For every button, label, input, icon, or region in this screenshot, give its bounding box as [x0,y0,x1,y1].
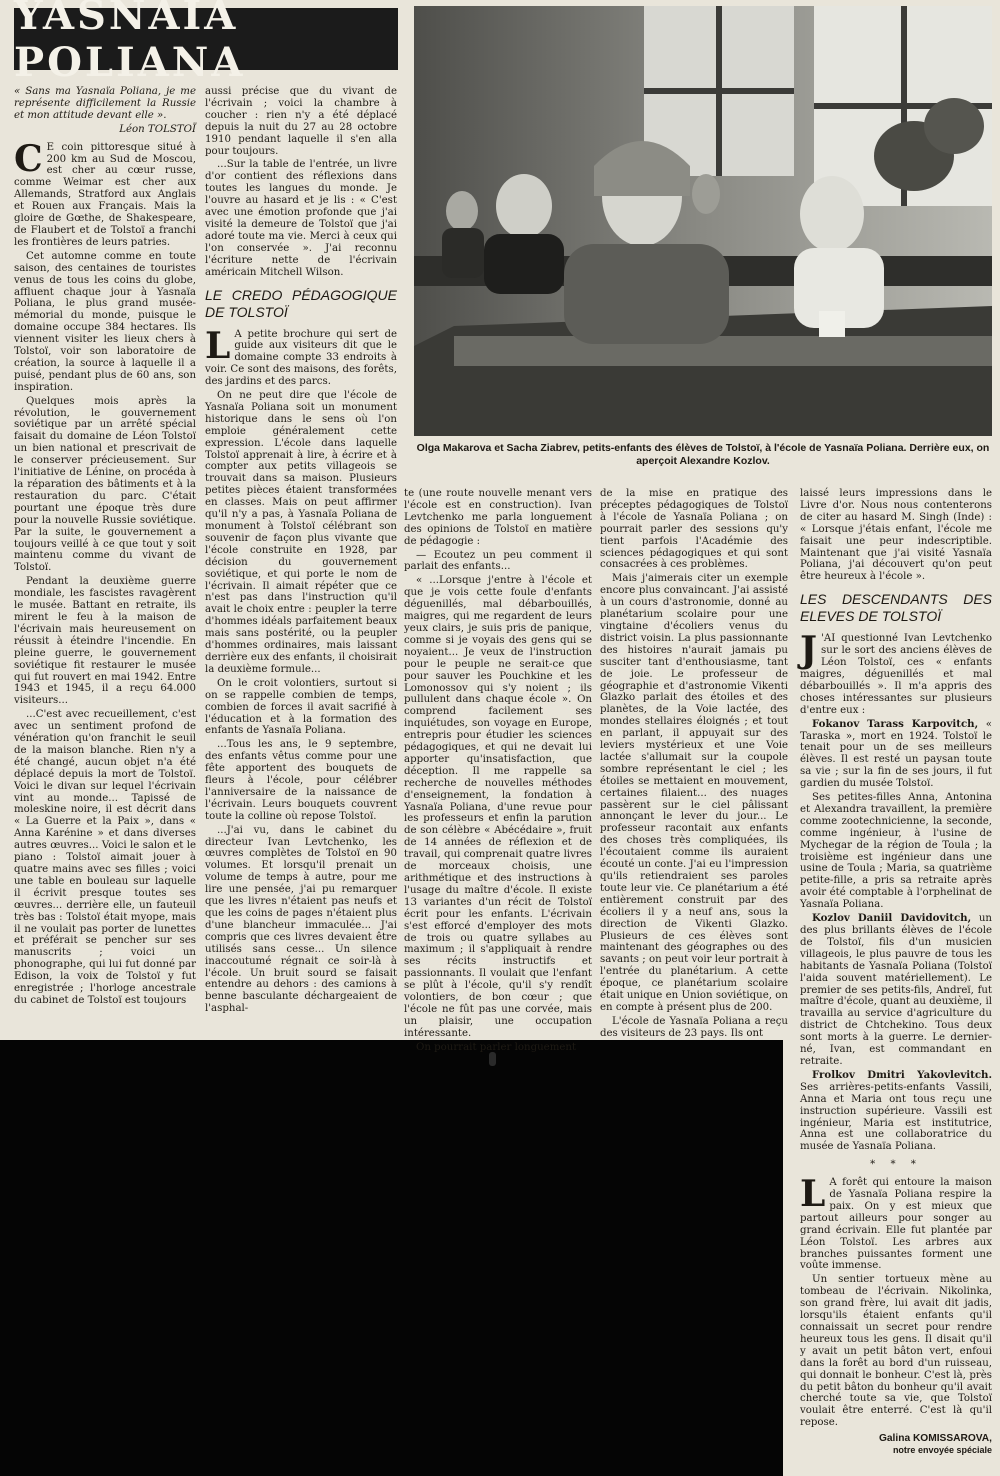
paragraph: — Ecoutez un peu comment il parlait des enfants... [404,549,592,573]
drop-cap: L [205,324,231,367]
epigraph-author: Léon TOLSTOÏ [119,123,196,135]
paragraph: 'AI questionné Ivan Levtchenko sur le sort des anciens élèves de Léon Tolstoï, ces « enfants maigres, déguenillés et mal débarbouillés ». Il m'a appris des choses intéressantes sur plusieurs d'entre eux : [800,633,992,716]
column-3 [404,488,592,1056]
paragraph: L'école de Yasnaïa Poliana a reçu des visiteurs de 23 pays. Ils ont [600,1015,788,1039]
paragraph: ...J'ai vu, dans le cabinet du directeur Ivan Levtchenko, les œuvres complètes de Tolstoï en 90 volumes. Et lorsqu'il prenait un volume de temps à autre, pour me lire une pensée, j'ai pu remarquer que les livres n'étaient pas neufs et que les coins de pages n'étaient plus d'une blancheur immaculée... J'ai compris que ces livres devaient être utilisés sans cesse... Un silence inaccoutumé régnait ce soir-là à l'école. Un bruit sourd se faisait entendre au dehors : des camions à benne basculante déchargeaient de l'asphal- [205,824,397,1015]
photo-caption: Olga Makarova et Sacha Ziabrev, petits-enfants des élèves de Tolstoï, à l'école de Yasnaïa Poliana. Derrière eux, on aperçoit Alexandre Kozlov. [416,442,990,467]
drop-cap: C [14,137,43,180]
paragraph: Ses petites-filles Anna, Antonina et Alexandra travaillent, la première comme zootechnicienne, la seconde, comme ingénieur, à l'usine de Mychegar de la région de Toula ; la troisième est ingénieur dans une usine de Toula ; Maria, sa quatrième petite-fille, a pris sa retraite après avoir été comptable à l'orphelinat de Yasnaïa Poliana. [800,792,992,911]
author-role: notre envoyée spéciale [892,1445,992,1456]
section-separator: * * * [870,1159,922,1171]
author-name: Galina KOMISSAROVA, [878,1433,992,1445]
paragraph: te (une route nouvelle menant vers l'école est en construction). Ivan Levtchenko me parla longuement des opinions de Tolstoï en matière de pédagogie : [404,488,592,547]
paragraph: de la mise en pratique des préceptes pédagogiques de Tolstoï à l'école de Yasnaïa Poliana ; on pourrait parler des sessions qu'y tient parfois l'Académie des sciences pédagogiques et qui sont consacrées à ces problèmes. [600,488,788,571]
paragraph: On le croit volontiers, surtout si on se rappelle combien de temps, combien de forces il avait sacrifié à l'éducation et à la formation des enfants de Yasnaïa Poliana. [205,677,397,737]
paragraph: On pourrait parler longuement [416,1041,577,1053]
drop-cap: L [800,1173,826,1216]
classroom-photo [414,6,992,436]
person-name: Frolkov Dmitri Yakovlevitch. [812,1068,992,1081]
paragraph: laissé leurs impressions dans le Livre d'or. Nous nous contenterons de citer au hasard M. Singh (Inde) : « Lorsque j'étais enfant, l'école me faisait une peur indescriptible. Maintenant que j'ai visité Yasnaïa Poliana, j'ai découvert qu'on peut être heureux à l'école ». [800,488,992,583]
paragraph: Mais j'aimerais citer un exemple encore plus convaincant. J'ai assisté à un cours d'astronomie, donné au planétarium scolaire pour une vingtaine d'écoliers venus du district voisin. La plus passionnante des histoires n'aurait jamais pu susciter tant d'enthousiasme, tant de joie. Le professeur de géographie et d'astronomie Vikenti Glazko parlait des étoiles et des planètes, de la Voie lactée, des mondes stellaires éloignés ; et tout en parlant, il appuyait sur des leviers mystérieux et une Voie lactée s'allumait sur la coupole sombre représentant le ciel ; les étoiles se mettaient en mouvement, certaines filaient... des nuages passèrent sur le ciel pâlissant annonçant le lever du jour... Le professeur racontait aux enfants des choses très compliquées, ils l'écoutaient comme ils auraient écouté un conte. J'ai eu l'impression qu'ils retiendraient ses paroles toute leur vie. Ce planétarium a été entièrement construit par des écoliers il y a neuf ans, sous la direction de Vikenti Glazko. Plusieurs de ces élèves sont maintenant des géographes ou des savants ; on peut voir leur portrait à l'entrée du planétarium. A cette époque, ce planétarium scolaire était unique en Union soviétique, on en compte à présent plus de 200. [600,573,788,1013]
section-heading: LES DESCENDANTS DES ELEVES DE TOLSTOÏ [800,591,992,625]
article-title: YASNAIA POLIANA [14,8,398,70]
paragraph: ...C'est avec recueillement, c'est avec un sentiment profond de vénération qu'on franchit le seuil de la maison blanche. Rien n'y a été changé, aucun objet n'a été déplacé depuis la mort de Tolstoï. Voici le divan sur lequel l'écrivain vint au monde... Tapissé de moleskine noire, il est décrit dans « La Guerre et la Paix », dans « Anna Karénine » et dans diverses autres œuvres... Voici le salon et le piano : Tolstoï aimait jouer à quatre mains avec ses filles ; voici une table en bouleau sur laquelle il écrivit presque toutes ses œuvres... derrière elle, un fauteuil très bas : Tolstoï était myope, mais il ne voulait pas porter de lunettes et préférait se pencher sur ses manuscrits ; voici un phonographe, qui lui fut donné par Edison, la voix de Tolstoï y fut enregistrée ; l'horloge ancestrale du cabinet de Tolstoï est toujours [14,709,196,1006]
paragraph: On ne peut dire que l'école de Yasnaïa Poliana soit un monument historique dans le sens où l'on emploie généralement cette expression. L'école dans laquelle Tolstoï apprenait à lire, à écrire et à compter aux petits villageois se trouvait dans sa maison. Plusieurs petites pièces étaient transformées en classes. Mais on peut affirmer qu'il n'y a pas, à Yasnaïa Poliana de monument à Tolstoï célébrant son souvenir de façon plus vivante que l'école construite en 1928, par décision du gouvernement soviétique, et qui porte le nom de l'écrivain. Il aimait répéter que ce n'est pas dans l'instruction qu'il avait le choix entre : peupler la terre d'hommes idéals parfaitement beaux mais sans postérité, ou la peupler d'hommes ordinaires, mais laissant derrière eux des enfants, il choisirait la deuxième formule... [205,390,397,675]
scan-background [0,1040,783,1476]
person-name: Kozlov Daniil Davidovitch, [812,912,972,925]
drop-cap: J [800,629,818,672]
paragraph: E coin pittoresque situé à 200 km au Sud de Moscou, est cher au cœur russe, comme Weimar est cher aux Allemands, Stratford aux Anglais et Rouen aux Français. Mais la gloire de Gœthe, de Shakespeare, de Flaubert et de Tolstoï a franchi les frontières de leurs patries. [14,141,196,248]
column-2 [205,86,397,1017]
paragraph: Quelques mois après la révolution, le gouvernement soviétique par un arrêté spécial faisait du domaine de Léon Tolstoï un bien national et prescrivait de le conserver précieusement. Sur l'initiative de Lénine, on procéda à la réparation des bâtiments et à la restauration du parc. C'était pourtant une époque très dure pour la nouvelle Russie soviétique. Par la suite, le gouvernement a toujours veillé à ce que tout y soit maintenu comme du vivant de Tolstoï. [14,395,196,574]
paragraph: Pendant la deuxième guerre mondiale, les fascistes ravagèrent le musée. Battant en retraite, ils mirent le feu à la maison de l'écrivain mais heureusement on réussit à éteindre l'incendie. En pleine guerre, le gouvernement soviétique fit restaurer le musée qui fut rouvert en mai 1942. Entre 1943 et 1945, il a reçu 64.000 visiteurs... [14,576,196,707]
paragraph: Un sentier tortueux mène au tombeau de l'écrivain. Nikolinka, son grand frère, lui avait dit jadis, lorsqu'ils étaient enfants qu'il connaissait un secret pour rendre heureux tous les gens. Il disait qu'il y avait un petit bâton vert, enfoui dans la forêt au bord d'un ruisseau, qui donnait le bonheur. C'est là, près du petit bâton du bonheur qu'il avait cherché toute sa vie, que Tolstoï voulait être enterré. C'est là qu'il repose. [800,1274,992,1429]
classroom-photo-illustration [414,6,992,436]
person-name: Fokanov Tarass Karpovitch, [812,717,979,730]
column-5 [800,488,992,1457]
paragraph: « ...Lorsque j'entre à l'école et que je vois cette foule d'enfants déguenillés, mal débarbouillés, maigres, qui me regardent de leurs yeux clairs, je suis pris de panique, comme si je voyais des gens qui se noyaient... Je veux de l'instruction pour le peuple ne serait-ce que pour sauver les Pouchkine et les Lomonossov qui s'y noient ; ils pullulent dans chaque école ». On comprend facilement ses inquiétudes, son voyage en Europe, entrepris pour étudier les sciences pédagogiques, et qui ne devait lui apporter qu'insatisfaction, que déception. Il me rappelle sa recherche de nouvelles méthodes d'enseignement, la fondation à Yasnaïa Poliana, d'une revue pour les professeurs et enfin la parution de son célèbre « Abécédaire », fruit de 14 années de réflexion et de travail, qui comprenait quatre livres de morceaux choisis, une arithmétique et des instructions à l'usage du maître d'école. Il existe 13 variantes d'un récit de Tolstoï écrit pour les enfants. L'écrivain s'est efforcé d'employer des mots de trois ou quatre syllabes au maximum ; il s'appliquait à rendre ses récits instructifs et passionnants. Il voulait que l'enfant se plût à l'école, qu'il s'y rendît volontiers, de bon cœur ; que l'école ne fût pas une corvée, mais un plaisir, une occupation intéressante. [404,575,592,1039]
paragraph: Cet automne comme en toute saison, des centaines de touristes venus de tous les coins du globe, affluent chaque jour à Yasnaïa Poliana, le plus grand musée-mémorial du monde, puisque le domaine occupe 384 hectares. Ils viennent visiter les lieux chers à Tolstoï, voir son laboratoire de création, la source à laquelle il a puisé, pendant plus de 60 ans, son inspiration. [14,250,196,393]
epigraph: « Sans ma Yasnaïa Poliana, je me représente difficilement la Russie et mon attitude devant elle ». [14,86,196,121]
section-heading: LE CREDO PÉDAGOGIQUE DE TOLSTOÏ [205,286,397,320]
paragraph: ...Tous les ans, le 9 septembre, des enfants vêtus comme pour une fête apportent des bouquets de fleurs à l'école, pour célébrer l'anniversaire de la naissance de l'écrivain. Leurs bouquets couvrent toute la colline où repose Tolstoï. [205,739,397,822]
paragraph: Ses arrières-petits-enfants Vassili, Anna et Maria ont tous reçu une instruction supérieure. Vassili est ingénieur, Maria est institutrice, Anna est une collaboratrice du musée de Yasnaïa Poliana. [800,1081,992,1153]
paragraph: A forêt qui entoure la maison de Yasnaïa Poliana respire la paix. On y est mieux que partout ailleurs pour songer au grand écrivain. Elle fut plantée par Léon Tolstoï. Les arbres aux branches puissantes forment une voûte immense. [800,1177,992,1272]
column-1 [14,86,196,1009]
paragraph: aussi précise que du vivant de l'écrivain ; voici la chambre à coucher : rien n'y a été déplacé depuis la nuit du 27 au 28 octobre 1910 pendant laquelle il s'en alla pour toujours. [205,86,397,157]
column-4 [600,488,788,1042]
paragraph: ...Sur la table de l'entrée, un livre d'or contient des réflexions dans toutes les langues du monde. Je l'ouvre au hasard et je lis : « C'est avec une émotion profonde que j'ai visité la demeure de Tolstoï que j'ai adoré toute ma vie. Merci à ceux qui l'on conservée ». J'ai reconnu l'écriture nette de l'écrivain américain Mitchell Wilson. [205,159,397,278]
paragraph: A petite brochure qui sert de guide aux visiteurs dit que le domaine compte 33 endroits à voir. Ce sont des maisons, des forêts, des jardins et des parcs. [205,328,397,388]
paragraph: un des plus brillants élèves de l'école de Tolstoï, fils d'un musicien villageois, le plus pauvre de tous les habitants de Yasnaïa Poliana (Tolstoï l'aida souvent matériellement). Le premier de ses petits-fils, Andreï, fut maître d'école, quant au deuxième, il travailla au service d'agriculture du district de Chtchekino. Tous deux sont morts à la guerre. Le dernier-né, Ivan, est commandant en retraite. [800,913,992,1067]
paragraph: « Taraska », mort en 1924. Tolstoï le tenait pour un de ses meilleurs élèves. Il est resté un paysan toute sa vie ; sur la fin de ses jours, il fut gardien du musée Tolstoï. [800,718,992,790]
